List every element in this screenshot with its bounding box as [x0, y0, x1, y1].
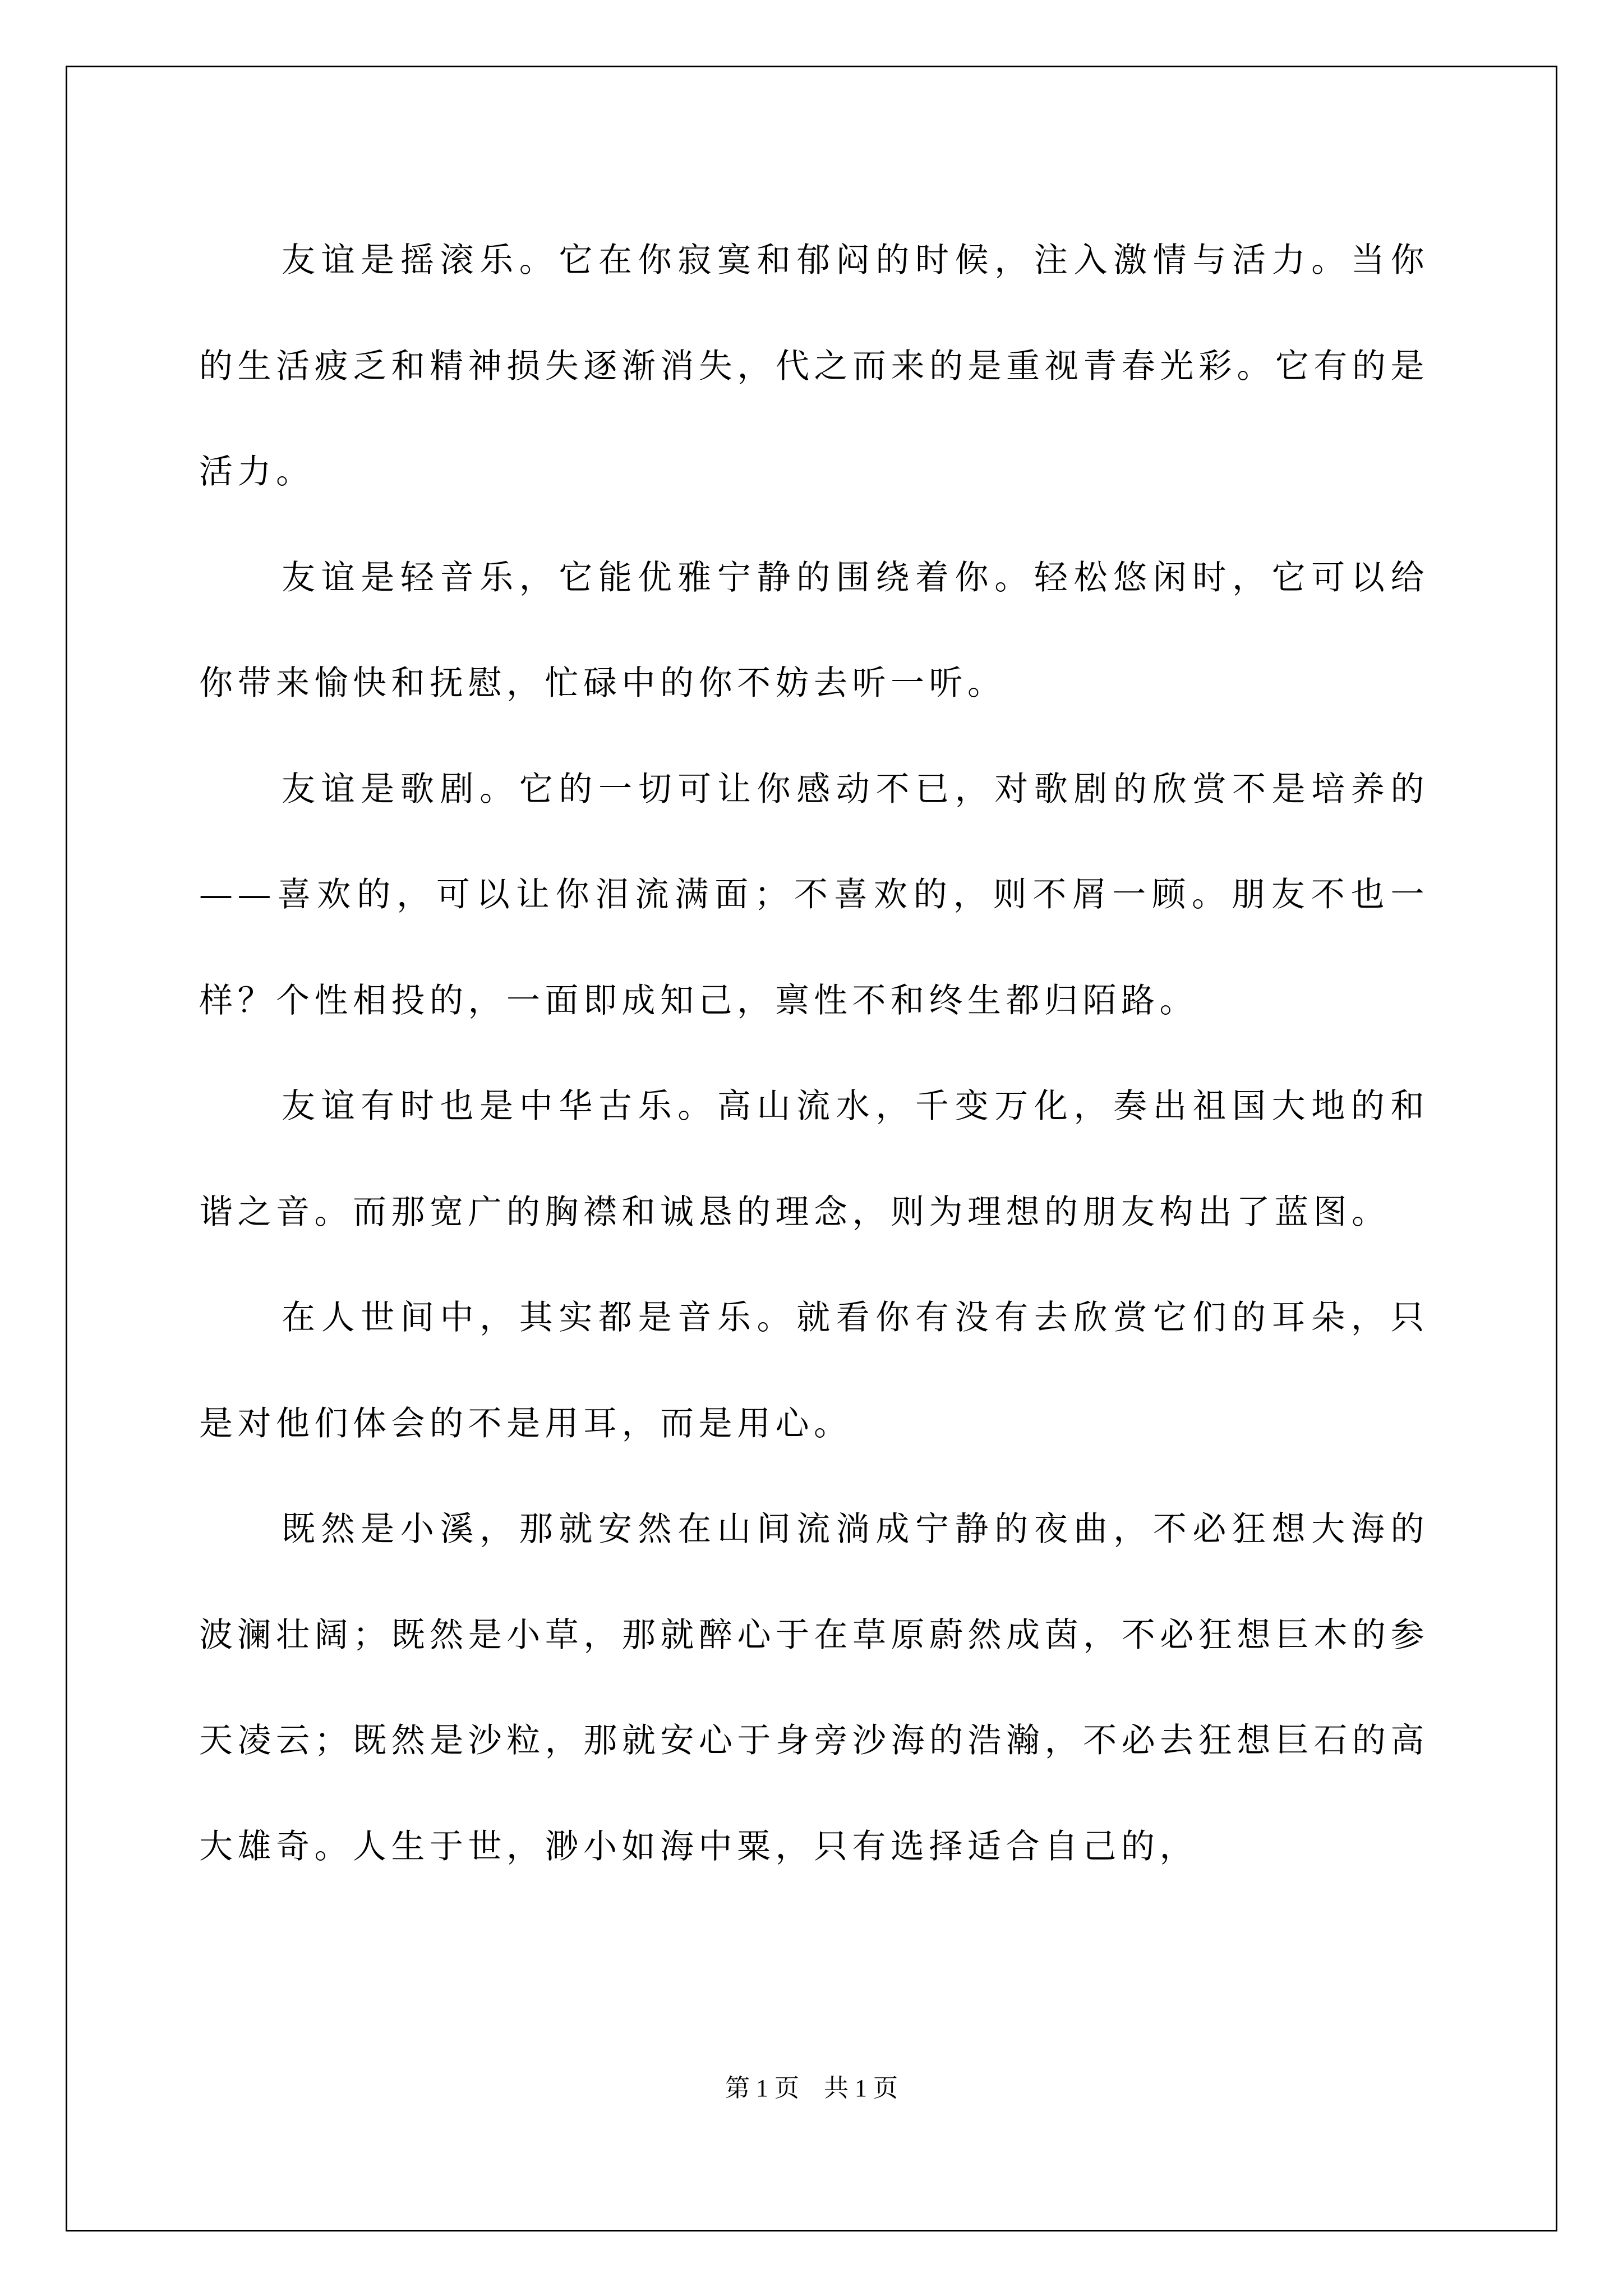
- document-body: [199, 208, 1429, 1899]
- paragraph-rock-music: 友谊是摇滚乐。它在你寂寞和郁闷的时候，注入激情与活力。当你的生活疲乏和精神损失逐渐消失，代之而来的是重视青春光彩。它有的是活力。: [199, 241, 1429, 491]
- paragraph-opera: 友谊是歌剧。它的一切可让你感动不已，对歌剧的欣赏不是培养的——喜欢的，可以让你泪流满面；不喜欢的，则不屑一顾。朋友不也一样？个性相投的，一面即成知己，禀性不和终生都归陌路。: [199, 769, 1429, 1020]
- paragraph-stream-grass-sand: 既然是小溪，那就安然在山间流淌成宁静的夜曲，不必狂想大海的波澜壮阔；既然是小草，那就醉心于在草原蔚然成茵，不必狂想巨木的参天凌云；既然是沙粒，那就安心于身旁沙海的浩瀚，不必去狂想巨石的高大雄奇。人生于世，渺小如海中粟，只有选择适合自己的，: [199, 1510, 1429, 1866]
- page-number-footer: 第 1 页 共 1 页: [725, 2074, 898, 2102]
- paragraph-light-music: 友谊是轻音乐，它能优雅宁静的围绕着你。轻松悠闲时，它可以给你带来愉快和抚慰，忙碌中的你不妨去听一听。: [199, 558, 1429, 703]
- paragraph-chinese-music: 友谊有时也是中华古乐。高山流水，千变万化，奏出祖国大地的和谐之音。而那宽广的胸襟和诚恳的理念，则为理想的朋友构出了蓝图。: [199, 1087, 1429, 1232]
- paragraph-world-music: 在人世间中，其实都是音乐。就看你有没有去欣赏它们的耳朵，只是对他们体会的不是用耳，而是用心。: [199, 1298, 1429, 1443]
